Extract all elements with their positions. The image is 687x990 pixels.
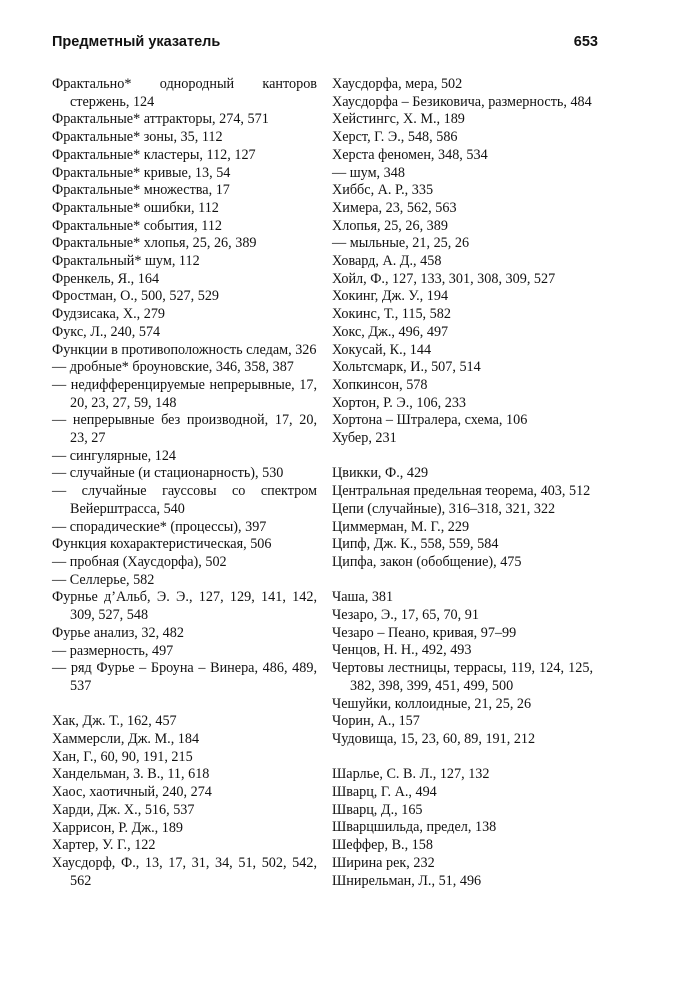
index-entry: Ченцов, Н. Н., 492, 493 <box>332 642 472 659</box>
index-entry: Фукс, Л., 240, 574 <box>52 323 161 340</box>
index-entry: — дробные* броуновские, 346, 358, 387 <box>52 359 294 376</box>
index-entry: Шеффер, В., 158 <box>332 837 433 854</box>
index-entry: Харди, Дж. Х., 516, 537 <box>52 801 195 818</box>
index-entry: Функция кохарактеристическая, 506 <box>52 536 272 553</box>
index-entry: — непрерывные без производной, 17, 20, 23, 27 <box>52 412 317 447</box>
index-entry: — мыльные, 21, 25, 26 <box>332 235 470 252</box>
index-entry: Фрактальные* кривые, 13, 54 <box>52 164 231 181</box>
index-entry: Чаша, 381 <box>332 589 394 606</box>
index-entry: — Селлерье, 582 <box>52 571 155 588</box>
index-entry: Ципф, Дж. К., 558, 559, 584 <box>332 536 499 553</box>
index-entry: Хиббс, А. Р., 335 <box>332 182 434 199</box>
index-entry: Хандельман, З. В., 11, 618 <box>52 766 210 783</box>
index-entry: Ципфа, закон (обобщение), 475 <box>332 553 522 570</box>
index-entry: Фудзисака, Х., 279 <box>52 306 166 323</box>
index-entry: Фурье анализ, 32, 482 <box>52 624 184 641</box>
index-entry: — случайные гауссовы со спектром Вейерштрасса, 540 <box>52 483 317 517</box>
index-entry: Хаос, хаотичный, 240, 274 <box>52 784 212 801</box>
index-entry: Хопкинсон, 578 <box>332 376 428 393</box>
index-entry: Хортона – Штралера, схема, 106 <box>332 412 528 429</box>
index-entry: — пробная (Хаусдорфа), 502 <box>52 553 227 570</box>
index-entry: Шварц, Г. А., 494 <box>332 784 437 801</box>
index-entry: Френкель, Я., 164 <box>52 270 160 287</box>
index-entry: Шварцшильда, предел, 138 <box>332 819 497 836</box>
index-entry: Хокинг, Дж. У., 194 <box>332 288 449 305</box>
index-entry: Циммерман, М. Г., 229 <box>332 518 470 535</box>
index-column-right <box>332 76 593 890</box>
index-entry: Цвикки, Ф., 429 <box>332 465 429 482</box>
index-entry: Фрактальный* шум, 112 <box>52 253 200 270</box>
index-entry: Хаммерсли, Дж. М., 184 <box>52 731 200 747</box>
index-entry: Фрактальные* ошибки, 112 <box>52 199 219 216</box>
index-entry: Фрактальные* аттракторы, 274, 571 <box>52 111 269 128</box>
index-entry: Чешуйки, коллоидные, 21, 25, 26 <box>332 695 532 712</box>
running-header <box>52 34 598 58</box>
index-entry: Хак, Дж. Т., 162, 457 <box>52 713 177 730</box>
index-entry: Хубер, 231 <box>332 430 397 447</box>
index-entry: Хаусдорфа, мера, 502 <box>332 76 463 92</box>
index-entry: Хортон, Р. Э., 106, 233 <box>332 394 467 411</box>
index-entry: Чертовы лестницы, террасы, 119, 124, 125, 382, 398, 399, 451, 499, 500 <box>332 660 593 694</box>
index-entry: Шарлье, С. В. Л., 127, 132 <box>332 766 490 783</box>
index-entry: — шум, 348 <box>332 164 405 181</box>
index-entry: Ховард, А. Д., 458 <box>332 253 442 270</box>
index-entry: Чудовища, 15, 23, 60, 89, 191, 212 <box>332 730 536 747</box>
index-entry: Хокс, Дж., 496, 497 <box>332 323 449 340</box>
index-entry: Центральная предельная теорема, 403, 512 <box>332 483 591 500</box>
index-entry: Хартер, У. Г., 122 <box>52 837 156 854</box>
index-entry: Хаусдорф, Ф., 13, 17, 31, 34, 51, 502, 542, 562 <box>52 854 317 889</box>
letter-group-gap <box>52 696 317 714</box>
index-entry: Цепи (случайные), 316–318, 321, 322 <box>332 500 556 517</box>
page-number: 653 <box>573 34 598 50</box>
letter-group-gap <box>332 749 593 767</box>
index-entry: Фрактальные* события, 112 <box>52 217 223 234</box>
index-entry: Чезаро, Э., 17, 65, 70, 91 <box>332 607 479 624</box>
letter-group-gap <box>332 448 593 466</box>
index-entry: Фростман, О., 500, 527, 529 <box>52 288 220 305</box>
index-entry: Хан, Г., 60, 90, 191, 215 <box>52 748 193 765</box>
index-entry: Фрактальные* кластеры, 112, 127 <box>52 146 256 163</box>
index-entry: Хлопья, 25, 26, 389 <box>332 217 448 234</box>
index-entry: Чезаро – Пеано, кривая, 97–99 <box>332 624 517 641</box>
index-entry: Хейстингс, Х. М., 189 <box>332 111 465 128</box>
index-entry: Хольтсмарк, И., 507, 514 <box>332 359 481 376</box>
index-entry: Хокинс, Т., 115, 582 <box>332 306 451 323</box>
index-entry: Функции в противоположность следам, 326 <box>52 341 317 358</box>
letter-group-gap <box>332 572 593 590</box>
index-entry: Фрактально* однородный канторов стержень, 124 <box>52 76 317 110</box>
index-entry: Шварц, Д., 165 <box>332 801 423 818</box>
index-entry: — спорадические* (процессы), 397 <box>52 518 267 535</box>
index-entry: Харрисон, Р. Дж., 189 <box>52 819 184 836</box>
index-entry: — ряд Фурье – Броуна – Винера, 486, 489, 537 <box>52 660 317 694</box>
index-entry: Чорин, А., 157 <box>332 713 420 730</box>
index-entry: Фрактальные* множества, 17 <box>52 182 230 199</box>
index-entry: Хокусай, К., 144 <box>332 341 432 358</box>
index-entry: Хойл, Ф., 127, 133, 301, 308, 309, 527 <box>332 270 556 287</box>
index-entry: Фурнье д’Альб, Э. Э., 127, 129, 141, 142, 309, 527, 548 <box>52 589 317 624</box>
index-column-left <box>52 76 317 890</box>
index-entry: — размерность, 497 <box>52 642 174 659</box>
index-entry: Химера, 23, 562, 563 <box>332 199 457 216</box>
index-entry: — сингулярные, 124 <box>52 447 177 464</box>
index-entry: — случайные (и стационарность), 530 <box>52 465 284 482</box>
index-entry: Шнирельман, Л., 51, 496 <box>332 872 482 889</box>
header-title: Предметный указатель <box>52 34 221 50</box>
index-entry: Хаусдорфа – Безиковича, размерность, 484 <box>332 93 592 110</box>
index-entry: Ширина рек, 232 <box>332 854 435 871</box>
index-entry: — недифференцируемые непрерывные, 17, 20, 23, 27, 59, 148 <box>52 376 317 411</box>
index-entry: Фрактальные* хлопья, 25, 26, 389 <box>52 235 257 252</box>
index-entry: Фрактальные* зоны, 35, 112 <box>52 129 223 146</box>
index-entry: Херста феномен, 348, 534 <box>332 146 488 163</box>
index-entry: Херст, Г. Э., 548, 586 <box>332 129 458 146</box>
